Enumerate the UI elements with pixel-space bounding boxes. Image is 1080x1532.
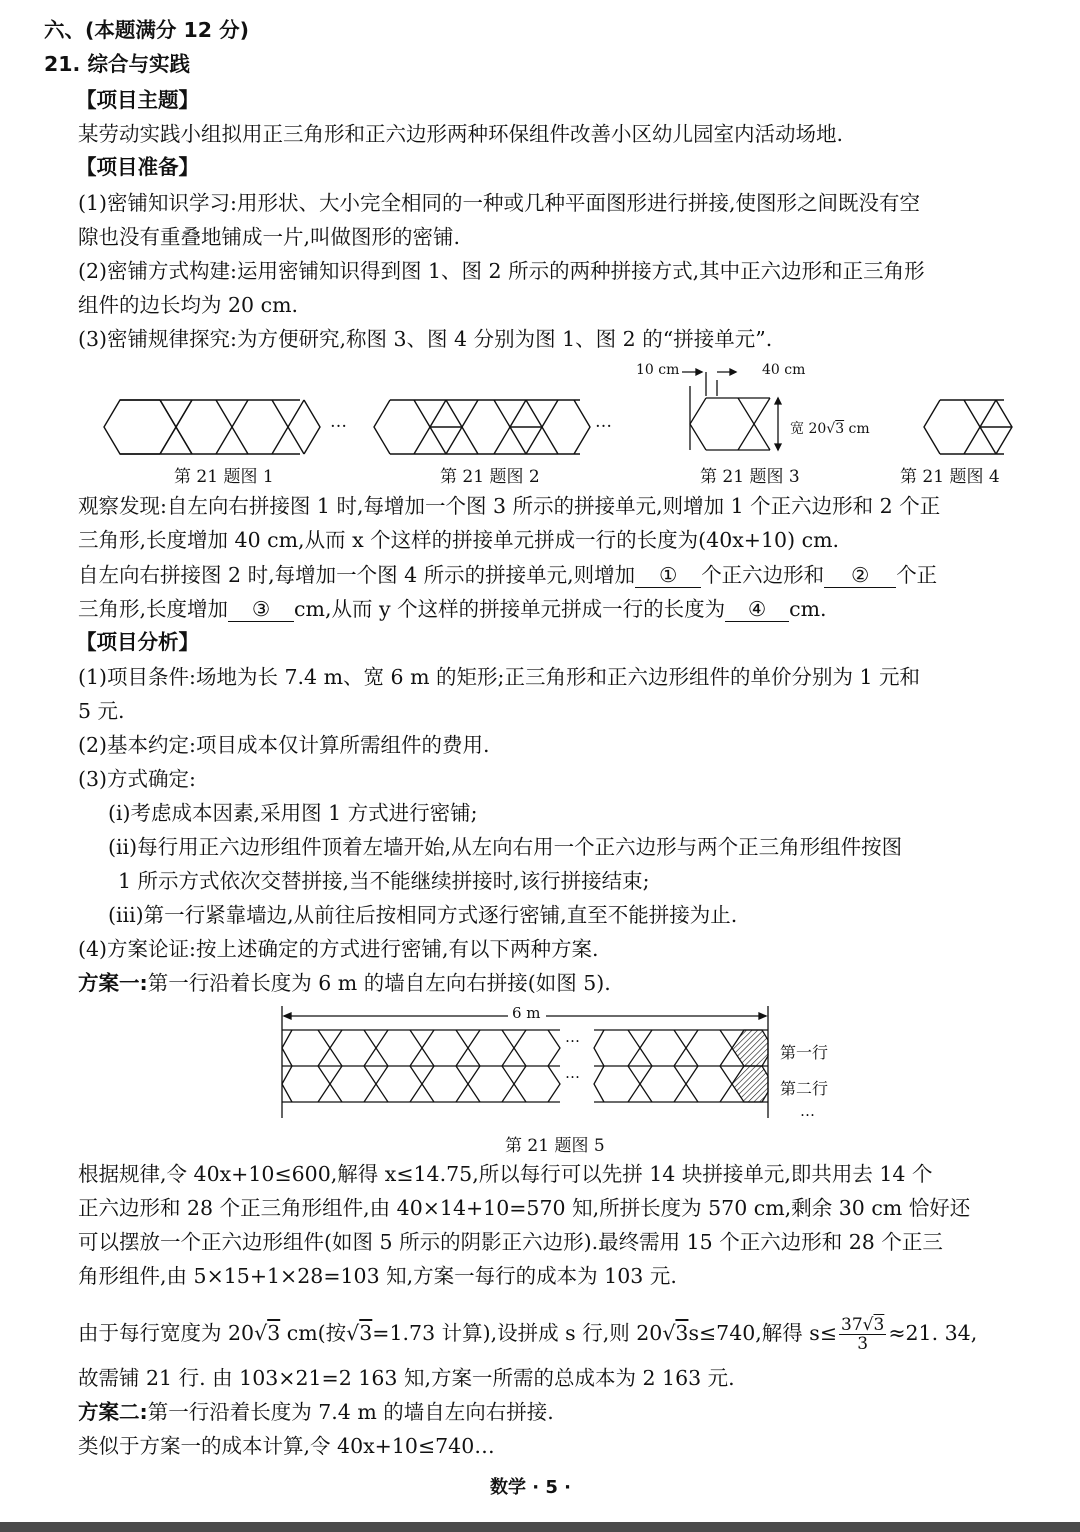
q-title: 综合与实践 — [87, 52, 190, 76]
analysis-3ii-a: (ⅱ)每行用正六边形组件顶着左墙开始,从左向右用一个正六边形与两个正三角形组件按图 — [108, 835, 903, 859]
plan-1-f: 故需铺 21 行. 由 103×21=2 163 知,方案一所需的总成本为 2 163 元. — [78, 1366, 735, 1390]
fraction-numerator: 37√3 — [841, 1315, 885, 1335]
obs-2b-text2: cm,从而 y 个这样的拼接单元拼成一行的长度为 — [294, 597, 726, 621]
plan-1-b: 正六边形和 28 个正三角形组件,由 40×14+10=570 知,所拼长度为 570 cm,剩余 30 cm 恰好还 — [78, 1196, 971, 1220]
analysis-1a: (1)项目条件:场地为长 7.4 m、宽 6 m 的矩形;正三角形和正六边形组件的单价分别为 1 元和 — [78, 665, 921, 689]
label-row-1: 第一行 — [780, 1043, 829, 1062]
heading-theme: 【项目主题】 — [76, 88, 199, 112]
figure-3 — [680, 366, 790, 461]
blank-1[interactable]: ① — [635, 563, 701, 588]
analysis-2: (2)基本约定:项目成本仅计算所需组件的费用. — [78, 733, 490, 757]
analysis-3ii-b: 1 所示方式依次交替拼接,当不能继续拼接时,该行拼接结束; — [118, 869, 650, 893]
obs-1a: 观察发现:自左向右拼接图 1 时,每增加一个图 3 所示的拼接单元,则增加 1 个正六边形和 2 个正 — [78, 494, 941, 518]
plan-1-e-r3: 3 — [675, 1321, 689, 1345]
obs-2a-text1: 自左向右拼接图 2 时,每增加一个图 4 所示的拼接单元,则增加 — [78, 563, 636, 587]
caption-fig-3: 第 21 题图 3 — [700, 467, 800, 487]
label-width: 宽 20√3 cm — [790, 421, 870, 437]
plan-1-d: 角形组件,由 5×15+1×28=103 知,方案一每行的成本为 103 元. — [78, 1264, 677, 1288]
obs-2a — [78, 561, 937, 589]
label-6m: 6 m — [512, 1004, 541, 1022]
question-number — [44, 50, 190, 78]
blank-4[interactable]: ④ — [725, 597, 789, 622]
analysis-1b: 5 元. — [78, 699, 125, 723]
obs-1b: 三角形,长度增加 40 cm,从而 x 个这样的拼接单元拼成一行的长度为(40x+10) cm. — [78, 528, 840, 552]
plan-2-a: 类似于方案一的成本计算,令 40x+10≤740… — [78, 1434, 495, 1458]
bottom-bar — [0, 1522, 1080, 1532]
section-header: 六、(本题满分 12 分) — [44, 18, 250, 42]
obs-2a-text3: 个正 — [896, 563, 938, 587]
analysis-3i: (ⅰ)考虑成本因素,采用图 1 方式进行密铺; — [108, 801, 478, 825]
label-width-post: cm — [844, 421, 870, 437]
prep-1a: (1)密铺知识学习:用形状、大小完全相同的一种或几种平面图形进行拼接,使图形之间既没有空 — [78, 191, 920, 215]
analysis-4: (4)方案论证:按上述确定的方式进行密铺,有以下两种方案. — [78, 937, 599, 961]
heading-analysis: 【项目分析】 — [76, 630, 199, 654]
page-footer: 数学 · 5 · — [490, 1477, 571, 1498]
prep-1b: 隙也没有重叠地铺成一片,叫做图形的密铺. — [78, 225, 461, 249]
figure-1-dots: … — [330, 412, 347, 432]
plan-1-e-t3: =1.73 计算),设拼成 s 行,则 20 — [372, 1321, 663, 1345]
prep-2b: 组件的边长均为 20 cm. — [78, 293, 299, 317]
plan-1-text: 第一行沿着长度为 6 m 的墙自左向右拼接(如图 5). — [147, 971, 611, 995]
plan-2-line — [78, 1398, 554, 1426]
figure-2-dots: … — [595, 412, 612, 432]
frac-num-rad: 3 — [873, 1315, 885, 1335]
label-width-rad: 3 — [835, 421, 845, 437]
plan-1-e: 由于每行宽度为 20√3 cm(按√3=1.73 计算),设拼成 s 行,则 20√3s≤740,解得 s≤ $\frac{37√3}{3}$ ≈21. 34, — [78, 1315, 978, 1354]
plan-2-text: 第一行沿着长度为 7.4 m 的墙自左向右拼接. — [147, 1400, 554, 1424]
figure-5-dots-row2: … — [565, 1064, 580, 1082]
plan-1-heading: 方案一: — [78, 971, 148, 995]
plan-1-e-r2: 3 — [359, 1321, 373, 1345]
label-row-2: 第二行 — [780, 1079, 829, 1098]
obs-2b-text3: cm. — [789, 597, 827, 621]
figure-1 — [100, 396, 330, 458]
blank-2[interactable]: ② — [824, 563, 896, 588]
obs-2a-text2: 个正六边形和 — [701, 563, 825, 587]
obs-2b-text1: 三角形,长度增加 — [78, 597, 229, 621]
caption-fig-1: 第 21 题图 1 — [174, 467, 274, 487]
q-num: 21. — [44, 52, 81, 76]
plan-1-line — [78, 969, 611, 997]
label-40cm: 40 cm — [762, 362, 806, 378]
analysis-3iii: (ⅲ)第一行紧靠墙边,从前往后按相同方式逐行密铺,直至不能拼接为止. — [108, 903, 738, 927]
plan-1-e-t4: s≤740,解得 s≤ — [688, 1321, 838, 1345]
figure-5-dots-row1: … — [565, 1028, 580, 1046]
caption-fig-4: 第 21 题图 4 — [900, 467, 1000, 487]
figure-5 — [278, 1006, 778, 1126]
frac-num-pre: 37 — [841, 1315, 863, 1335]
plan-1-a: 根据规律,令 40x+10≤600,解得 x≤14.75,所以每行可以先拼 14 块拼接单元,即共用去 14 个 — [78, 1162, 933, 1186]
label-width-pre: 宽 20 — [790, 421, 827, 437]
figure-2 — [370, 396, 598, 458]
fraction — [839, 1316, 886, 1353]
blank-3[interactable]: ③ — [228, 597, 294, 622]
prep-2a: (2)密铺方式构建:运用密铺知识得到图 1、图 2 所示的两种拼接方式,其中正六边形和正三角形 — [78, 259, 925, 283]
plan-2-heading: 方案二: — [78, 1400, 148, 1424]
figure-4 — [920, 396, 1015, 458]
prep-3: (3)密铺规律探究:为方便研究,称图 3、图 4 分别为图 1、图 2 的“拼接单元”. — [78, 327, 773, 351]
plan-1-e-t5: ≈21. 34, — [888, 1321, 978, 1345]
heading-prep: 【项目准备】 — [76, 155, 199, 179]
fraction-denominator: 3 — [857, 1334, 869, 1354]
caption-fig-2: 第 21 题图 2 — [440, 467, 540, 487]
plan-1-c: 可以摆放一个正六边形组件(如图 5 所示的阴影正六边形).最终需用 15 个正六边形和 28 个正三 — [78, 1230, 943, 1254]
label-10cm: 10 cm — [636, 362, 680, 378]
caption-fig-5: 第 21 题图 5 — [505, 1136, 605, 1156]
plan-1-e-r1: 3 — [267, 1321, 281, 1345]
theme-text: 某劳动实践小组拟用正三角形和正六边形两种环保组件改善小区幼儿园室内活动场地. — [78, 122, 844, 146]
label-row-dots: … — [800, 1102, 815, 1120]
plan-1-e-t1: 由于每行宽度为 20 — [78, 1321, 255, 1345]
analysis-3: (3)方式确定: — [78, 767, 196, 791]
plan-1-e-t2: cm(按 — [280, 1321, 347, 1345]
obs-2b — [78, 595, 827, 623]
